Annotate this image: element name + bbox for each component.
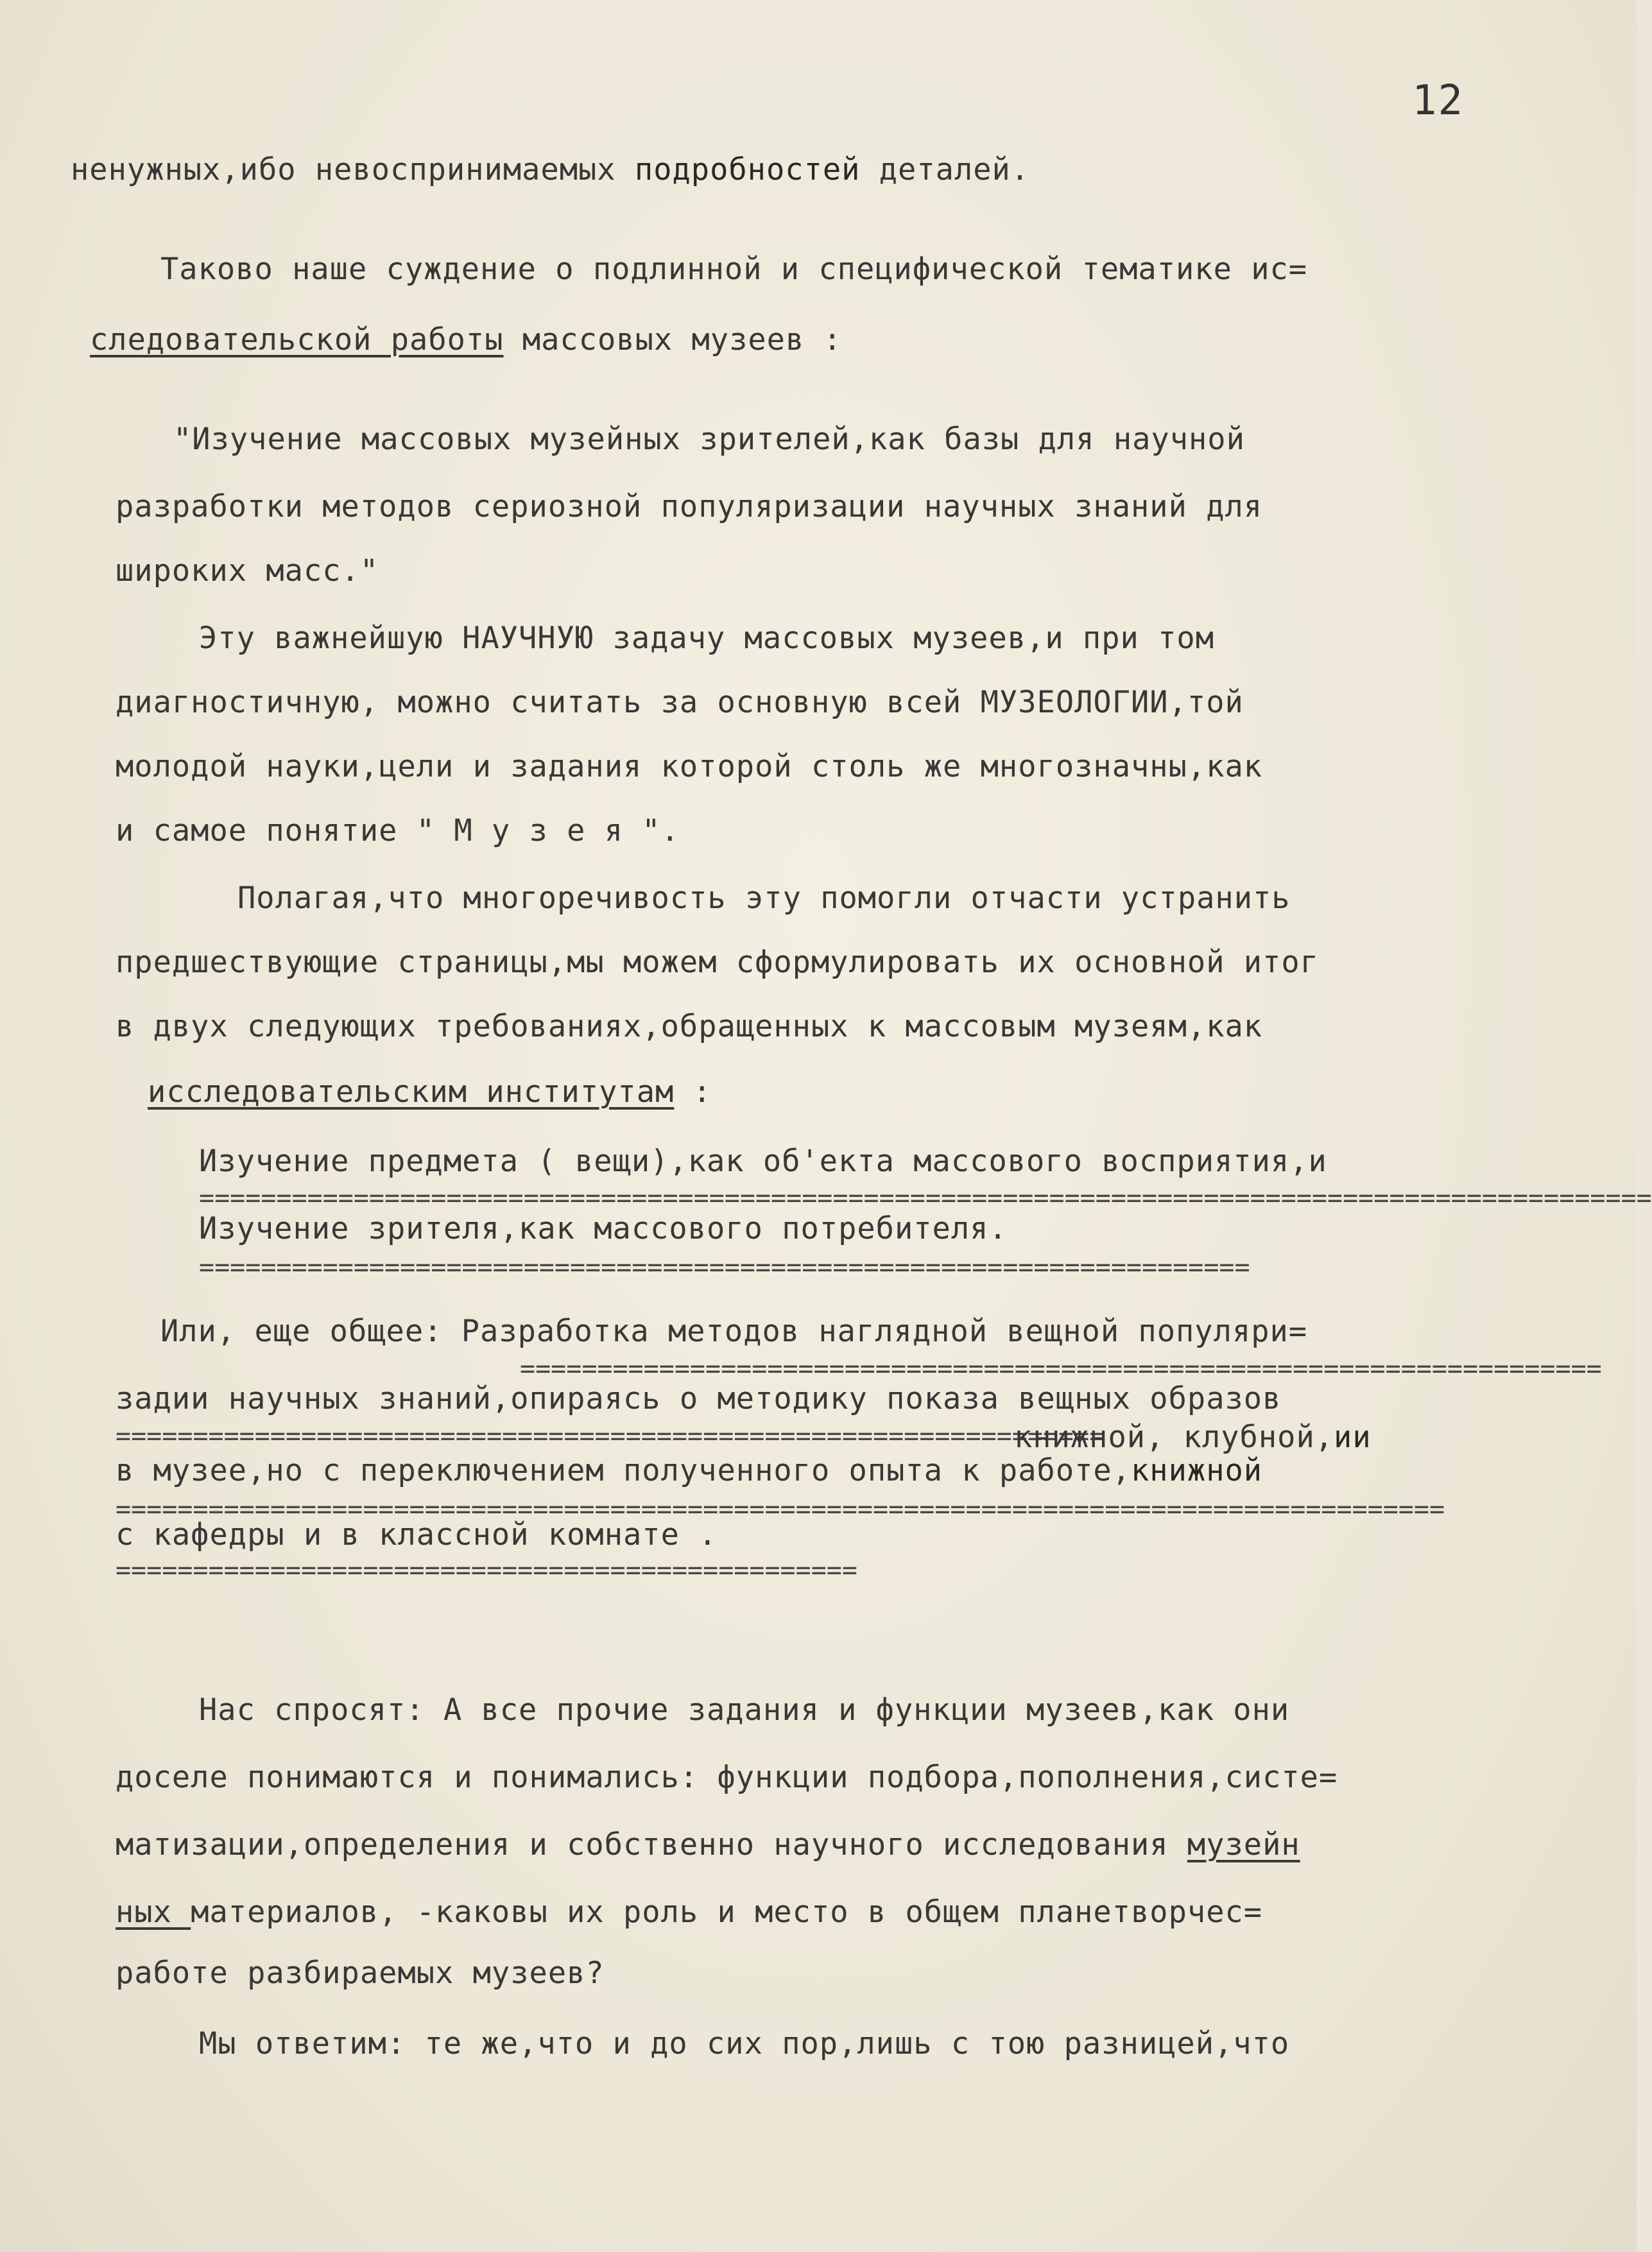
text-line: доселе понимаются и понимались: функции подбора,пополнения,систе= [116,1760,1338,1795]
underlined-phrase: следовательской работы [90,322,504,357]
text-line: исследовательским институтам : [148,1074,712,1110]
text-line: Мы ответим: те же,что и до сих пор,лишь с тою разницей,что [199,2026,1290,2061]
struck-out-word: книжной [1131,1453,1263,1488]
text-line: с кафедры и в классной комнате . [116,1517,718,1552]
text-line: ненужных,ибо невоспринимаемых подробностей деталей. [71,152,1030,187]
text-line: следовательской работы массовых музеев : [90,322,842,357]
struck-out-word: ии [1334,1420,1372,1455]
text-line: Или, еще общее: Разработка методов наглядной вещной популяри= [160,1314,1308,1349]
text-line: широких масс." [116,553,379,589]
text-line: книжной, клубной,ии [1014,1420,1372,1455]
text-line: Нас спросят: А все прочие задания и функции музеев,как они [199,1692,1290,1728]
text-line: задии научных знаний,опираясь о методику показа вещных образов [116,1381,1282,1416]
text-line: разработки методов сериозной популяризации научных знаний для [116,489,1263,524]
double-rule: ================================================ [116,1556,857,1585]
underlined-phrase: исследовательским институтам [148,1074,675,1110]
text-line: Изучение предмета ( вещи),как об'екта массового восприятия,и [199,1144,1327,1179]
text-line: диагностичную, можно считать за основную всей МУЗЕОЛОГИИ,той [116,685,1244,720]
text-line: "Изучение массовых музейных зрителей,как базы для научной [173,422,1245,457]
double-rule: ================================================================ [116,1422,1105,1451]
double-rule: ====================================================================== [520,1354,1602,1384]
text-line: Таково наше суждение о подлинной и специфической тематике ис= [160,252,1308,287]
text-line: Изучение зрителя,как массового потребителя. [199,1211,1008,1246]
text-line: ных материалов, -каковы их роль и место в общем планетворчес= [116,1895,1263,1930]
text-line: работе разбираемых музеев? [116,1955,605,1991]
double-rule: ============================================================================================== [199,1183,1652,1213]
underlined-phrase: музейн [1187,1827,1300,1862]
text-line: в музее,но с переключением полученного опыта к работе,книжной [116,1453,1263,1488]
text-line: и самое понятие " М у з е я ". [116,813,680,848]
underlined-phrase: ных [116,1895,191,1930]
text-line: в двух следующих требованиях,обращенных к массовым музеям,как [116,1009,1263,1044]
struck-out-word: подробностей [634,152,861,187]
double-rule: ==================================================================== [199,1253,1250,1282]
text-line: предшествующие страницы,мы можем сформулировать их основной итог [116,945,1319,980]
text-line: Полагая,что многоречивость эту помогли отчасти устранить [237,881,1291,916]
text-line: Эту важнейшую НАУЧНУЮ задачу массовых музеев,и при том [199,621,1215,656]
text-line: молодой науки,цели и задания которой столь же многозначны,как [116,749,1263,784]
double-rule: ====================================================================================== [116,1495,1445,1524]
page-number: 12 [1412,77,1465,125]
text-line: матизации,определения и собственно научного исследования музейн [116,1827,1300,1862]
